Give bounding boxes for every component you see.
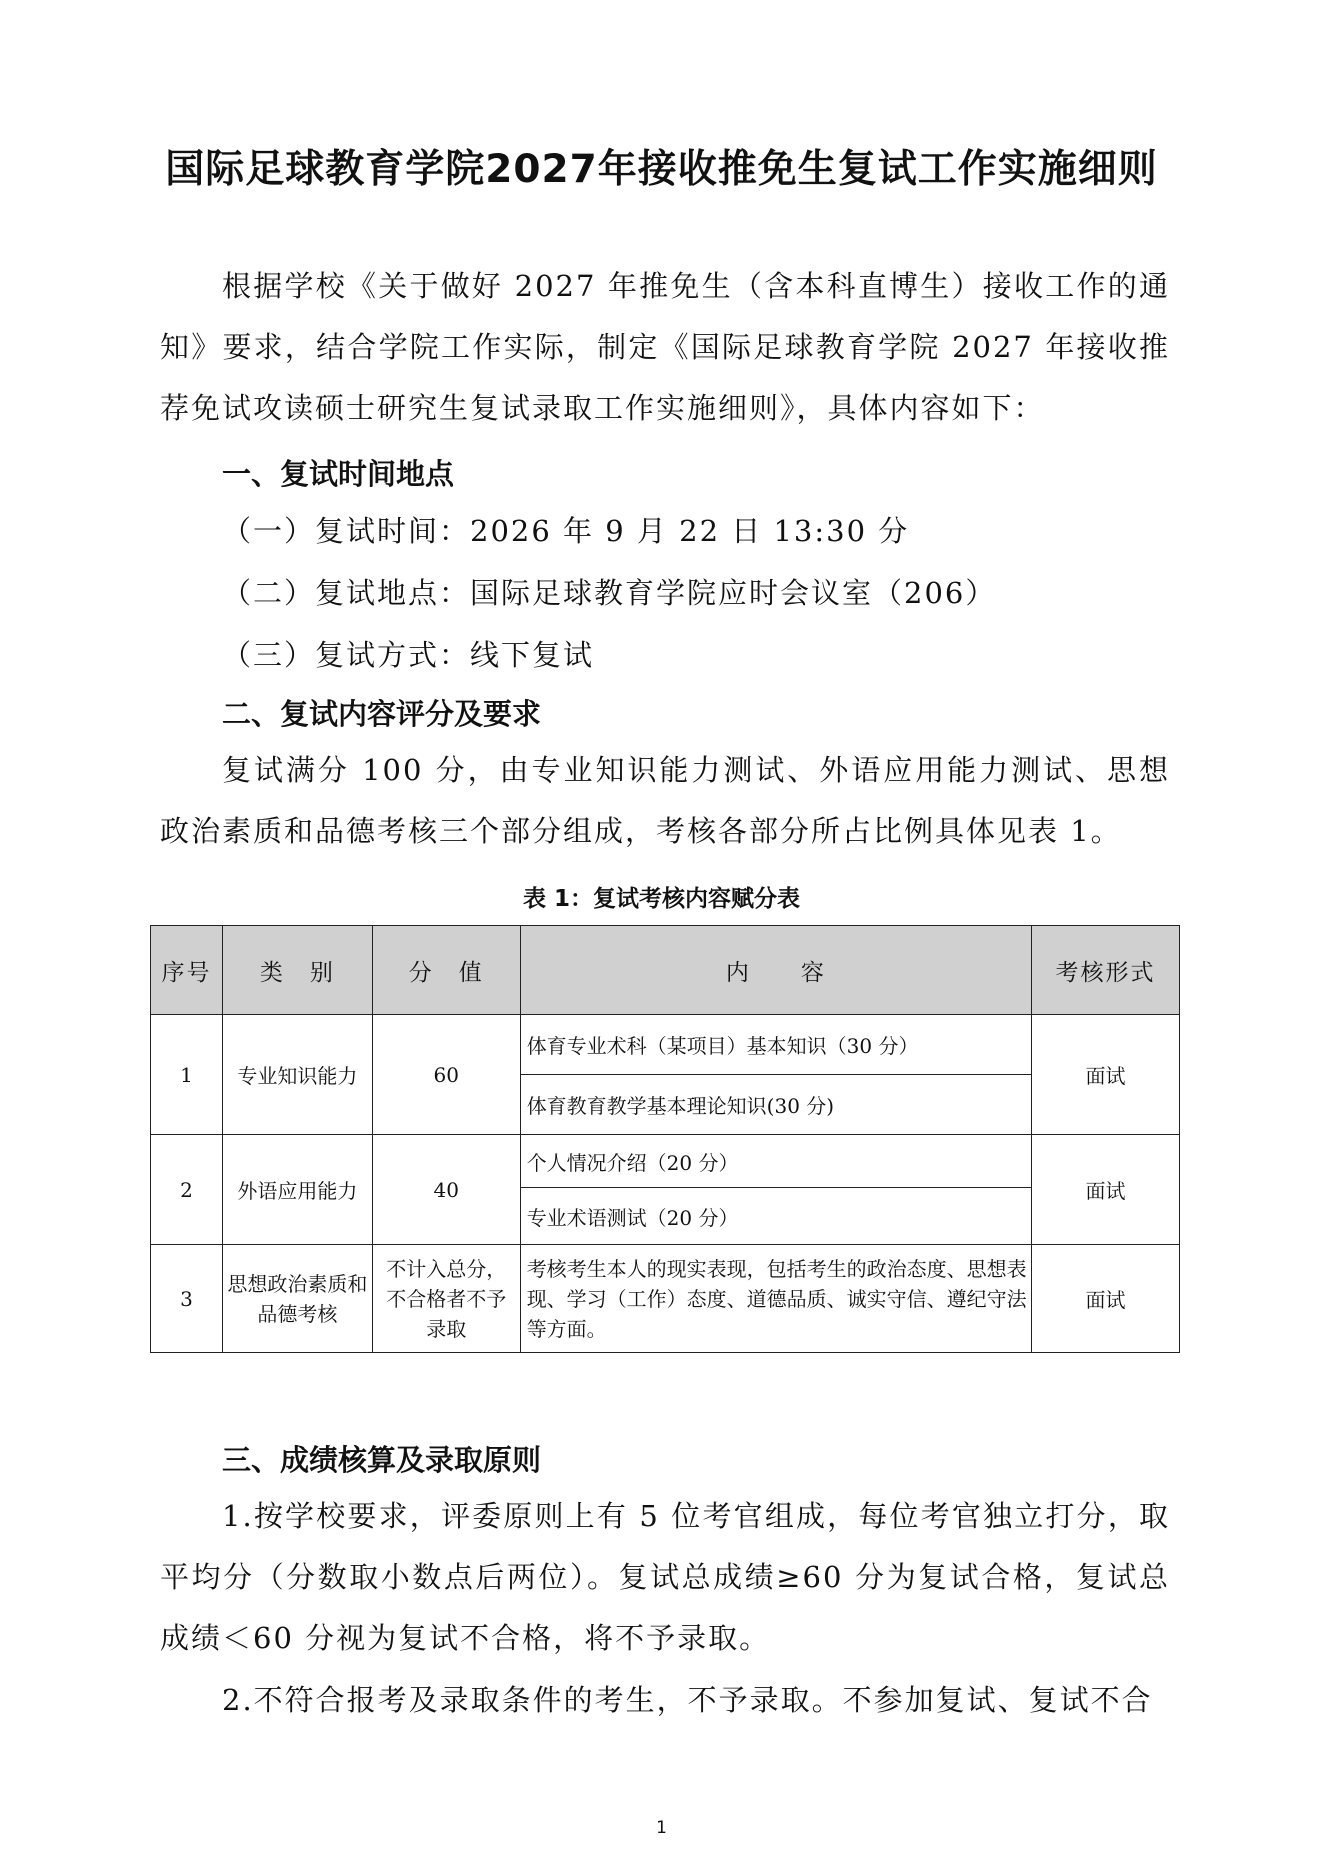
section1-item-time: （一）复试时间：2026 年 9 月 22 日 13:30 分 <box>222 514 910 548</box>
row2-form: 面试 <box>1032 1135 1180 1245</box>
row2-content-b: 专业术语测试（20 分） <box>520 1188 1031 1245</box>
row1-form: 面试 <box>1032 1015 1180 1135</box>
row1-content-a: 体育专业术科（某项目）基本知识（30 分） <box>520 1015 1031 1075</box>
row2-no: 2 <box>151 1135 223 1245</box>
header-form: 考核形式 <box>1032 926 1180 1015</box>
row1-score: 60 <box>372 1015 520 1135</box>
section3-heading: 三、成绩核算及录取原则 <box>222 1443 542 1477</box>
section3-paragraph-2: 2.不符合报考及录取条件的考生，不予录取。不参加复试、复试不合 <box>222 1683 1153 1717</box>
document-title: 国际足球教育学院2027年接收推免生复试工作实施细则 <box>165 147 1158 192</box>
row3-no: 3 <box>151 1245 223 1353</box>
row3-score: 不计入总分，不合格者不予录取 <box>372 1245 520 1353</box>
table-caption: 表 1：复试考核内容赋分表 <box>522 886 800 912</box>
table-row <box>151 1015 1180 1075</box>
row2-content-a: 个人情况介绍（20 分） <box>520 1135 1031 1188</box>
intro-paragraph: 根据学校《关于做好 2027 年推免生（含本科直博生）接收工作的通知》要求，结合学院工作实际，制定《国际足球教育学院 2027 年接收推荐免试攻读硕士研究生复试录取工作实施细则》，具体内容如下： <box>160 269 1170 425</box>
row3-form: 面试 <box>1032 1245 1180 1353</box>
header-category: 类 别 <box>222 926 372 1015</box>
row2-score: 40 <box>372 1135 520 1245</box>
header-no: 序号 <box>151 926 223 1015</box>
section3-paragraph-1: 1.按学校要求，评委原则上有 5 位考官组成，每位考官独立打分，取平均分（分数取小数点后两位）。复试总成绩≥60 分为复试合格，复试总成绩＜60 分视为复试不合格，将不予录取。 <box>160 1499 1170 1655</box>
score-table <box>150 925 1180 1353</box>
row1-content-b: 体育教育教学基本理论知识(30 分) <box>520 1075 1031 1135</box>
table-row <box>151 1245 1180 1353</box>
section1-item-mode: （三）复试方式：线下复试 <box>222 638 595 672</box>
row3-category: 思想政治素质和品德考核 <box>222 1245 372 1353</box>
section2-paragraph: 复试满分 100 分，由专业知识能力测试、外语应用能力测试、思想政治素质和品德考核三个部分组成，考核各部分所占比例具体见表 1。 <box>160 753 1170 848</box>
section2-heading: 二、复试内容评分及要求 <box>222 697 542 731</box>
table-row <box>151 1135 1180 1188</box>
row1-category: 专业知识能力 <box>222 1015 372 1135</box>
row1-no: 1 <box>151 1015 223 1135</box>
page-number: 1 <box>656 1818 667 1838</box>
table-header-row <box>151 926 1180 1015</box>
row3-content: 考核考生本人的现实表现，包括考生的政治态度、思想表现、学习（工作）态度、道德品质、诚实守信、遵纪守法等方面。 <box>520 1245 1031 1353</box>
header-content: 内 容 <box>520 926 1031 1015</box>
header-score: 分 值 <box>372 926 520 1015</box>
row2-category: 外语应用能力 <box>222 1135 372 1245</box>
section1-item-place: （二）复试地点：国际足球教育学院应时会议室（206） <box>222 576 997 610</box>
section1-heading: 一、复试时间地点 <box>222 457 455 491</box>
